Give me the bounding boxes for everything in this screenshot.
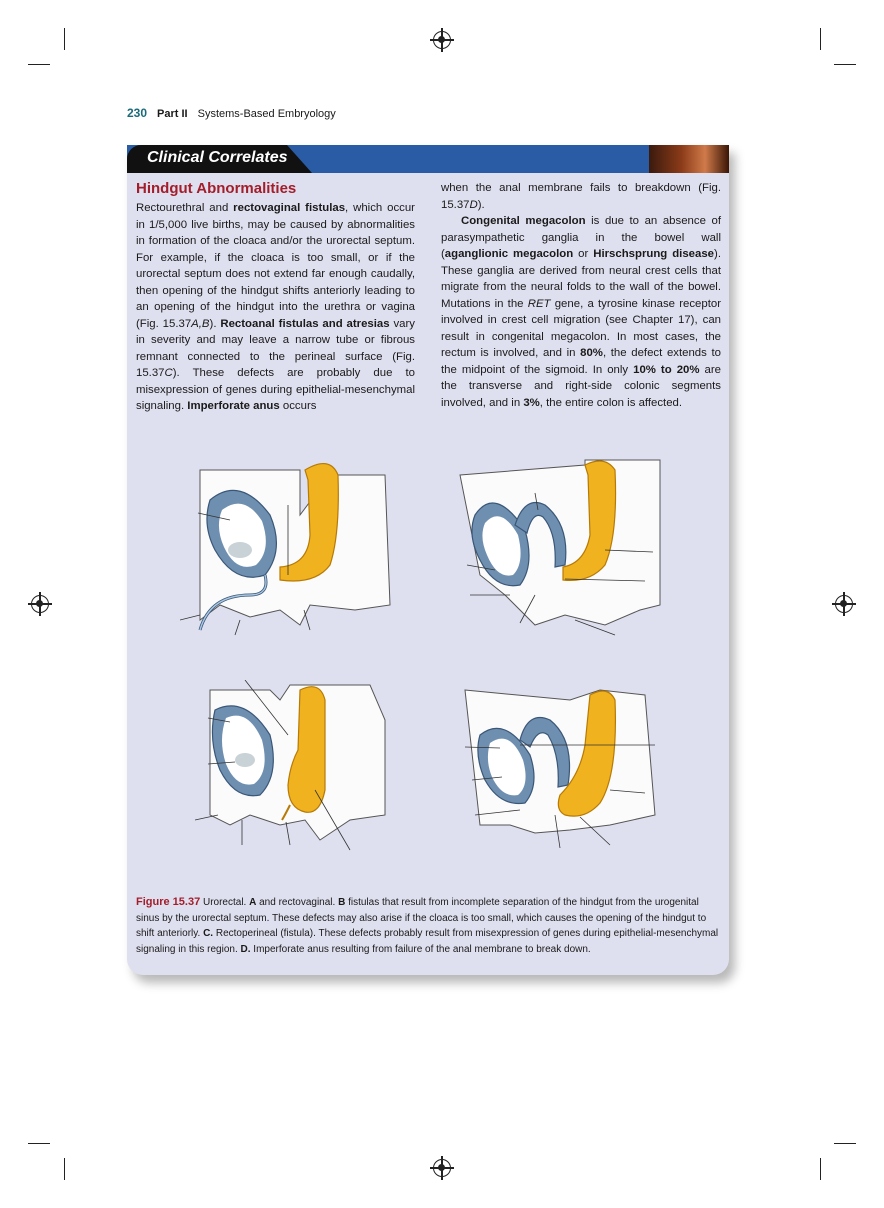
embryo-photo	[649, 145, 729, 173]
figure-number: Figure 15.37	[136, 896, 201, 908]
book-section-title: Systems-Based Embryology	[197, 108, 336, 120]
clinical-correlates-banner	[127, 145, 729, 173]
crop-mark	[64, 1158, 65, 1180]
paragraph: when the anal membrane fails to breakdown (Fig. 15.37D).	[441, 182, 721, 211]
text-column-left	[136, 180, 415, 415]
page-number: 230	[127, 106, 148, 120]
text-column-right	[441, 180, 721, 411]
paragraph: Rectourethral and rectovaginal fistulas, which occur in 1/5,000 live births, may be caused by abnormalities in formation of the cloaca and/or the urorectal septum. For example, if the cloaca is too small, or if the urorectal septum does not extend far enough caudally, then opening of the hindgut shifts anteriorly leading to an opening of the hindgut into the urethra or vagina (Fig. 15.37A,B). Rectoanal fistulas and atresias vary in severity and may leave a narrow tube or fibrous remnant connected to the perineal surface (Fig. 15.37C). These defects are probably due to misexpression of genes during epithelial-mesenchymal signaling. Imperforate anus occurs	[136, 202, 415, 412]
crop-mark	[820, 1158, 821, 1180]
registration-mark-icon	[835, 595, 853, 613]
figure-panel-c	[190, 680, 400, 855]
crop-mark	[834, 1143, 856, 1144]
part-label: Part II	[157, 108, 188, 120]
figure-panel-a	[180, 455, 400, 645]
figure-panel-b	[455, 455, 675, 645]
crop-mark	[28, 1143, 50, 1144]
figure-panel-d	[460, 685, 670, 850]
registration-mark-icon	[433, 1159, 451, 1177]
crop-mark	[820, 28, 821, 50]
running-header	[127, 106, 336, 120]
registration-mark-icon	[31, 595, 49, 613]
crop-mark	[64, 28, 65, 50]
crop-mark	[28, 64, 50, 65]
registration-mark-icon	[433, 31, 451, 49]
banner-title: Clinical Correlates	[147, 149, 288, 166]
paragraph: Congenital megacolon is due to an absence of parasympathetic ganglia in the bowel wall (aganglionic megacolon or Hirschsprung disease). These ganglia are derived from neural crest cells that migrate from the neural folds to the wall of the bowel. Mutations in the RET gene, a tyrosine kinase receptor involved in crest cell migration (see Chapter 17), can result in congenital megacolon. In most cases, the rectum is involved, and in 80%, the defect extends to the midpoint of the sigmoid. In only 10% to 20% are the transverse and right-side colonic segments involved, and in 3%, the entire colon is affected.	[441, 215, 721, 409]
figure-caption: Figure 15.37 Urorectal. A and rectovaginal. B fistulas that result from incomplete separation of the hindgut from the urogenital sinus by the urorectal septum. These defects may also arise if the cloaca is too small, which causes the opening of the hindgut to shift anteriorly. C. Rectoperineal (fistula). These defects probably result from misexpression of genes during epithelial-mesenchymal signaling in this region. D. Imperforate anus resulting from failure of the anal membrane to break down.	[136, 896, 719, 955]
crop-mark	[834, 64, 856, 65]
section-heading: Hindgut Abnormalities	[136, 180, 297, 197]
